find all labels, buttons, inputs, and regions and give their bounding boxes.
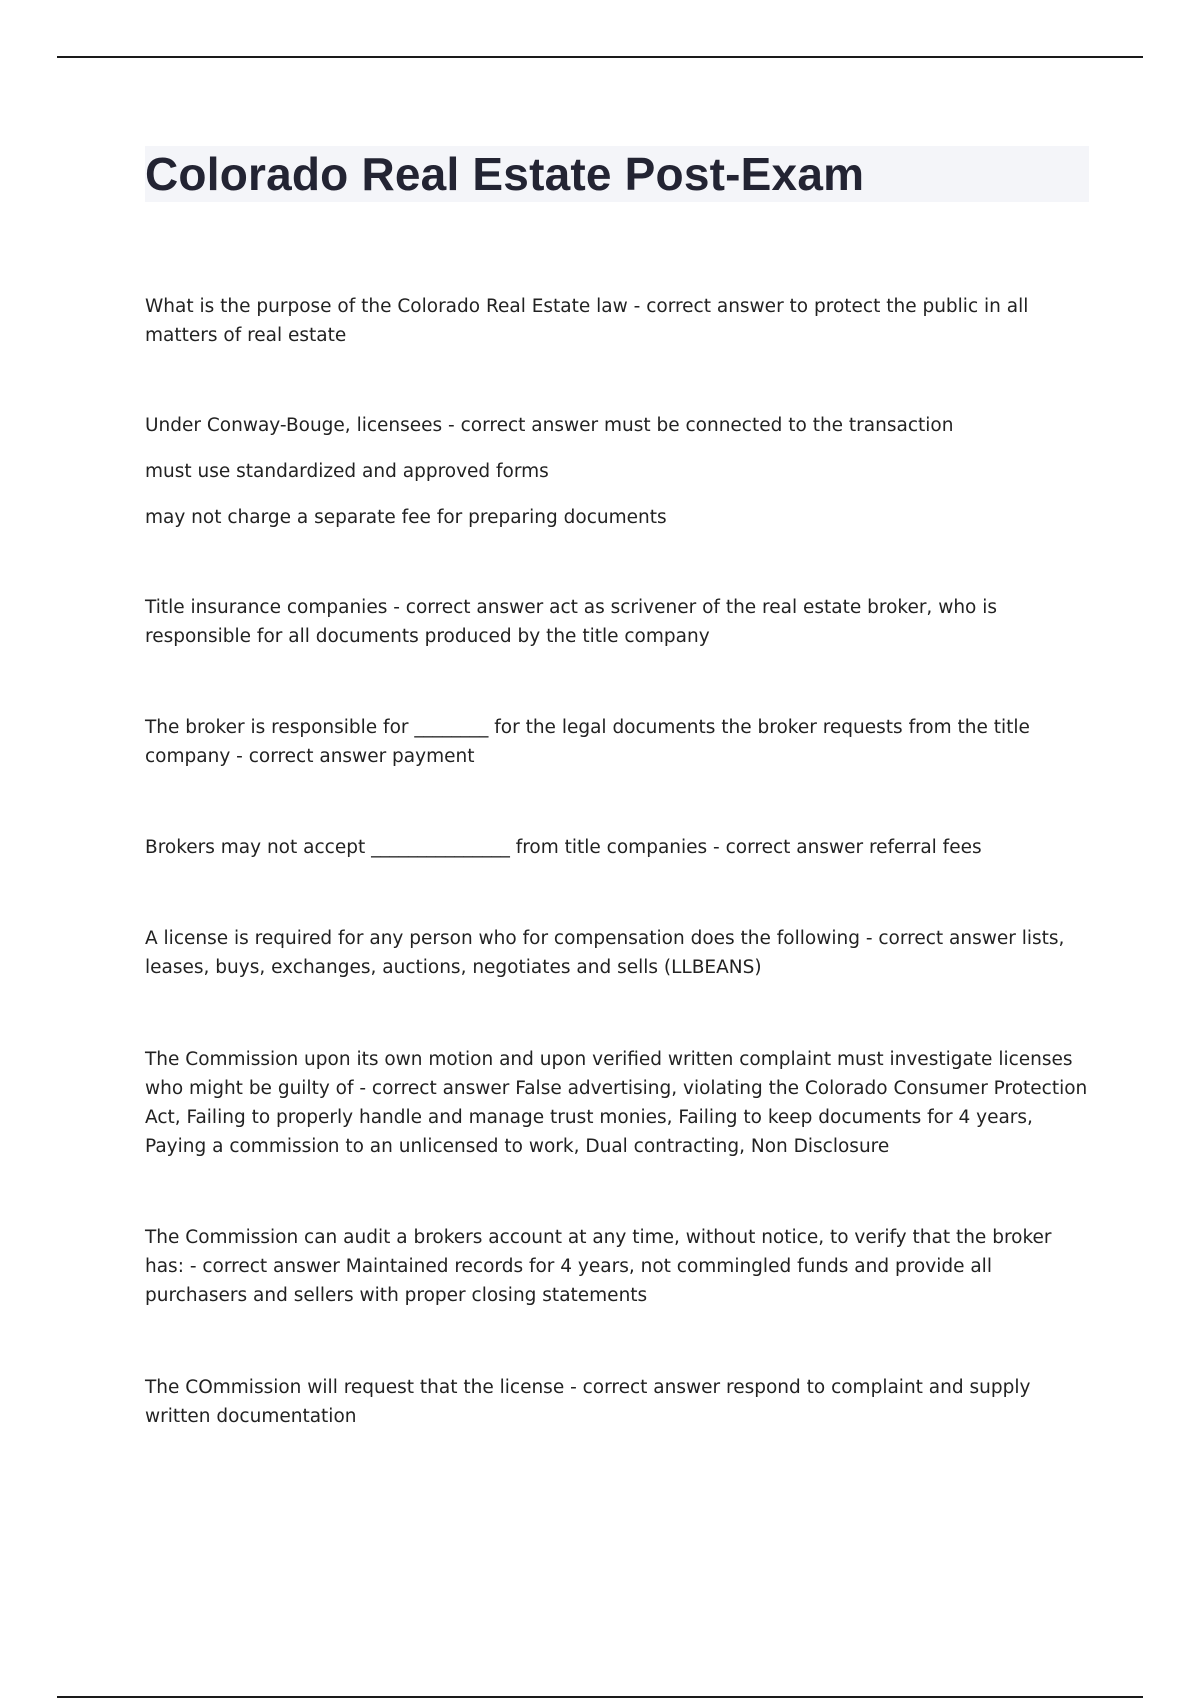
- qa-item-4: [145, 713, 1095, 771]
- qa-text: Under Conway-Bouge, licensees - correct answer must be connected to the transaction: [145, 415, 954, 436]
- qa-text: The broker is responsible for ________ for the legal documents the broker requests from the title company - correct answer payment: [145, 717, 1030, 767]
- qa-extra-line: may not charge a separate fee for preparing documents: [145, 507, 667, 528]
- qa-extra-line: must use standardized and approved forms: [145, 461, 549, 482]
- qa-text: The COmmission will request that the license - correct answer respond to complaint and supply written documentation: [145, 1377, 1031, 1427]
- qa-text: The Commission upon its own motion and upon verified written complaint must investigate licenses who might be guilty of - correct answer False advertising, violating the Colorado Consumer Protection Act, Failing to properly handle and manage trust monies, Failing to keep documents for 4 years, Paying a commission to an unlicensed to work, Dual contracting, Non Disclosure: [145, 1049, 1088, 1157]
- qa-item-9: [145, 1373, 1095, 1431]
- qa-item-3: [145, 593, 1095, 651]
- qa-text: Title insurance companies - correct answer act as scrivener of the real estate broker, who is responsible for all documents produced by the title company: [145, 597, 998, 647]
- qa-item-1: [145, 292, 1095, 350]
- qa-item-7: [145, 1045, 1095, 1161]
- qa-item-8: [145, 1223, 1095, 1310]
- qa-item-5: [145, 833, 1095, 862]
- qa-text: What is the purpose of the Colorado Real Estate law - correct answer to protect the public in all matters of real estate: [145, 296, 1029, 346]
- qa-text: Brokers may not accept _______________ from title companies - correct answer referral fees: [145, 837, 982, 858]
- bottom-rule: [57, 1696, 1143, 1698]
- qa-item-6: [145, 924, 1095, 982]
- page-title: Colorado Real Estate Post-Exam: [145, 148, 865, 200]
- qa-text: A license is required for any person who for compensation does the following - correct answer lists, leases, buys, exchanges, auctions, negotiates and sells (LLBEANS): [145, 928, 1065, 978]
- top-rule: [57, 56, 1143, 58]
- title-block: [145, 146, 1089, 202]
- qa-item-2: [145, 411, 1095, 532]
- qa-text: The Commission can audit a brokers account at any time, without notice, to verify that the broker has: - correct answer Maintained records for 4 years, not commingled funds and provide all purchasers and sellers with proper closing statements: [145, 1227, 1052, 1306]
